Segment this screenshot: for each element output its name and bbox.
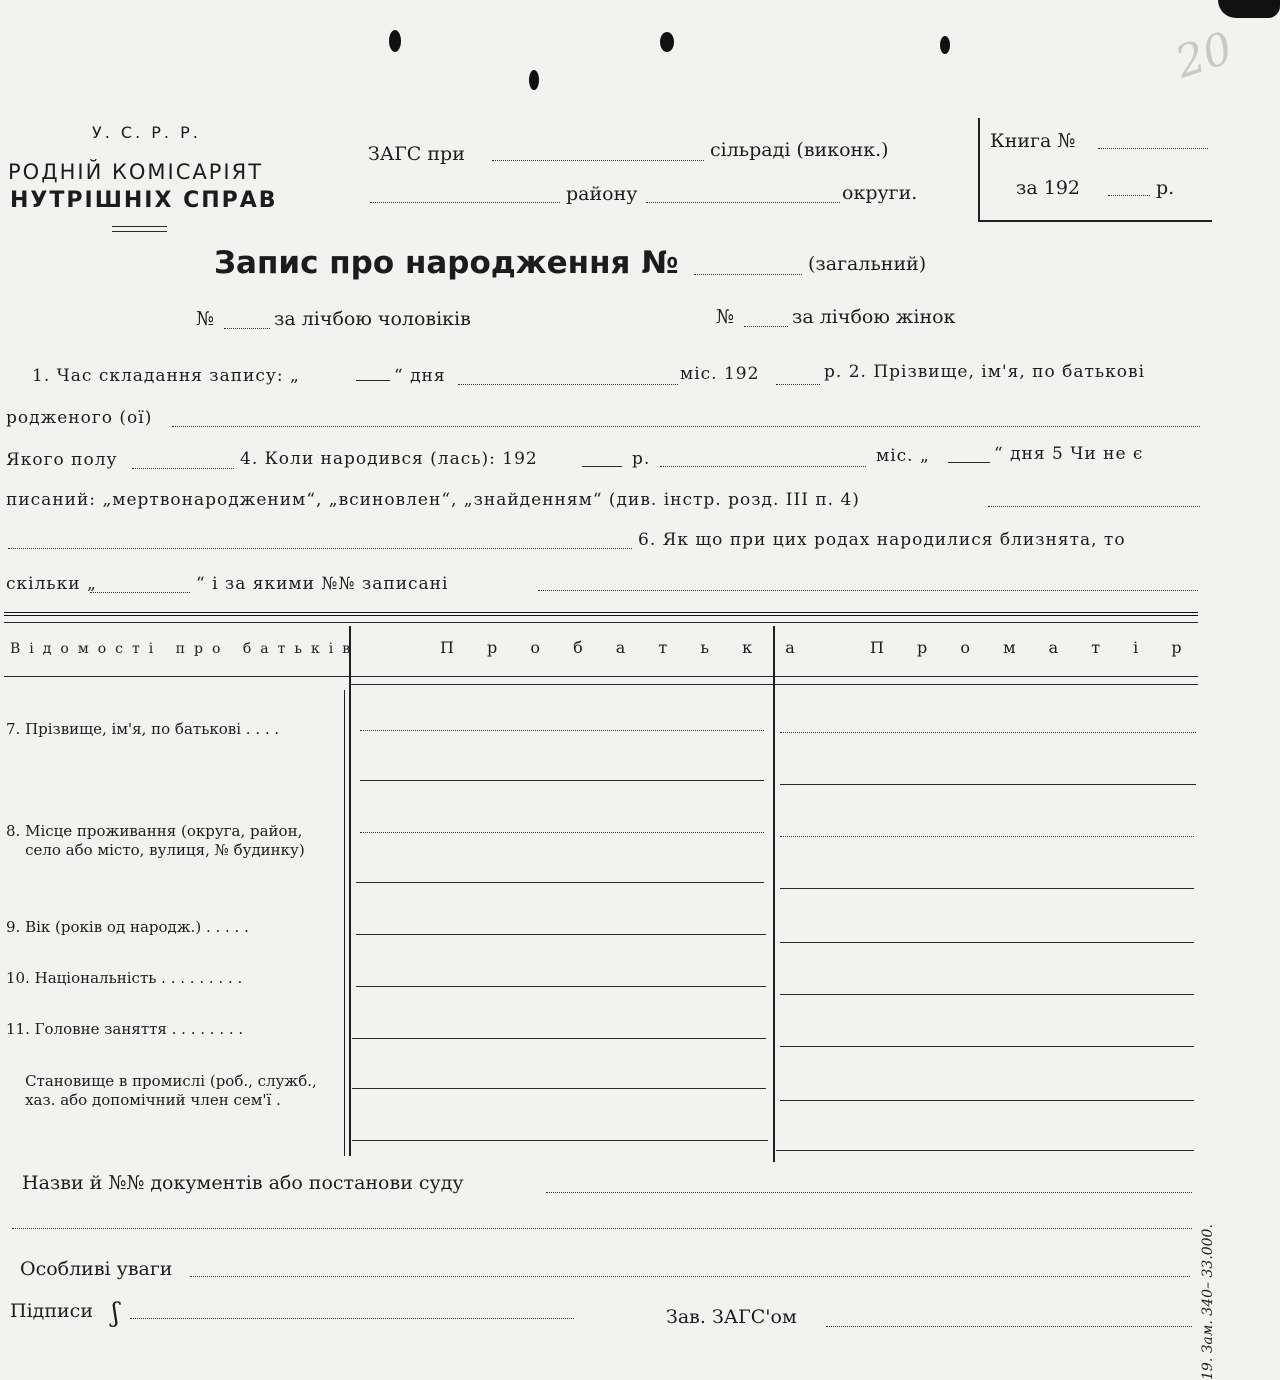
remarks-label: Особливі уваги	[20, 1258, 173, 1280]
district-label: району	[566, 183, 638, 205]
head-label: Зав. ЗАГС'ом	[666, 1306, 797, 1328]
father-name-field-2[interactable]	[360, 780, 764, 781]
district-field[interactable]	[370, 202, 560, 203]
item-4-year-suffix: р.	[632, 449, 651, 469]
item-6-count-field[interactable]	[90, 592, 190, 593]
item-6-records-field[interactable]	[538, 590, 1198, 591]
item-6-label: 6. Як що при цих родах народилися близнята, то	[638, 530, 1126, 550]
signature-mark-icon: ʃ	[112, 1298, 120, 1328]
father-nationality-field[interactable]	[356, 986, 766, 987]
documents-field[interactable]	[546, 1192, 1192, 1193]
item-5-field-cont[interactable]	[8, 548, 632, 549]
father-occupation-field[interactable]	[352, 1038, 766, 1039]
table-top-rule	[4, 612, 1198, 616]
item-6-cont: скільки „	[6, 574, 97, 594]
book-number-field[interactable]	[1098, 148, 1208, 149]
okruha-label: округи.	[842, 182, 918, 204]
divider	[112, 231, 167, 232]
table-header-mother: П р о м а т і р	[870, 638, 1196, 657]
documents-field-2[interactable]	[12, 1228, 1192, 1229]
commissariat-line-2: НУТРІШНІХ СПРАВ	[10, 188, 278, 213]
handwritten-number: 20	[1169, 22, 1239, 89]
father-position-field-2[interactable]	[352, 1140, 768, 1141]
father-position-field[interactable]	[352, 1088, 766, 1089]
signatures-field[interactable]	[130, 1318, 574, 1319]
item-4-month: міс. „	[876, 446, 930, 466]
punch-hole	[940, 36, 950, 54]
table-header-col1: Відомості про батьків	[10, 641, 360, 657]
father-residence-field-2[interactable]	[356, 882, 764, 883]
row-label-name: 7. Прізвище, ім'я, по батькові . . . .	[6, 720, 280, 738]
book-year-suffix: р.	[1156, 177, 1175, 199]
father-residence-field[interactable]	[360, 832, 764, 833]
zags-council-label: сільраді (виконк.)	[710, 139, 889, 161]
item-4-day-field[interactable]	[948, 462, 990, 463]
item-5-label: “ дня 5 Чи не є	[994, 444, 1144, 464]
mother-nationality-field[interactable]	[780, 994, 1194, 995]
signatures-label: Підписи	[10, 1300, 93, 1322]
item-1-year-field[interactable]	[776, 384, 820, 385]
men-count-field[interactable]	[224, 328, 270, 329]
punch-hole	[529, 70, 539, 90]
table-divider-1b	[344, 690, 345, 1156]
item-6-records: “ і за якими №№ записані	[196, 574, 449, 594]
women-count-no: №	[716, 306, 734, 328]
item-2-cont: роджeного (ої)	[6, 408, 153, 428]
item-3-sex-field[interactable]	[132, 468, 234, 469]
zags-prefix: ЗАГС при	[368, 143, 465, 165]
item-4-label: 4. Коли народився (лась): 192	[240, 449, 538, 469]
record-title: Запис про народження №	[214, 245, 679, 281]
record-title-note: (загальний)	[808, 253, 927, 275]
mother-name-field[interactable]	[780, 732, 1196, 733]
remarks-field[interactable]	[190, 1276, 1190, 1277]
record-number-field[interactable]	[694, 274, 802, 275]
torn-corner	[1218, 0, 1280, 18]
book-year-field[interactable]	[1108, 195, 1150, 196]
table-divider-1	[349, 626, 351, 1156]
row-label-occupation: 11. Головне заняття . . . . . . . .	[6, 1020, 244, 1038]
women-count-field[interactable]	[744, 326, 788, 327]
item-3-label: Якого полу	[6, 450, 118, 470]
men-count-label: за лічбою чоловіків	[274, 308, 471, 330]
row-label-age: 9. Вік (років од народж.) . . . . .	[6, 918, 249, 936]
punch-hole	[660, 32, 674, 52]
item-4-year-field[interactable]	[582, 466, 622, 467]
okruha-field[interactable]	[646, 202, 840, 203]
item-1-month-field[interactable]	[458, 384, 678, 385]
mother-age-field[interactable]	[780, 942, 1194, 943]
mother-position-field-2[interactable]	[776, 1150, 1194, 1151]
item-5-cont: писаний: „мертвонародженим“, „всиновлен“, „знайденням“ (див. інстр. розд. III п. 4)	[6, 490, 860, 510]
divider	[112, 226, 167, 227]
item-5-field[interactable]	[988, 506, 1200, 507]
table-header-rule	[4, 676, 1198, 677]
item-4-month-field[interactable]	[660, 466, 866, 467]
item-1-day: “ дня	[394, 366, 446, 386]
row-label-position: Становище в промислі (роб., служб., хаз. або допомічний член сем'ї .	[25, 1072, 317, 1109]
row-label-nationality: 10. Національність . . . . . . . . .	[6, 969, 243, 987]
father-name-field[interactable]	[360, 730, 764, 731]
table-divider-2	[773, 626, 775, 1162]
item-1-quote-field[interactable]	[356, 380, 390, 381]
item-1-label: 1. Час складання запису: „	[32, 366, 300, 386]
item-1-month: міс. 192	[680, 364, 760, 384]
item-2-label: р. 2. Прізвище, ім'я, по батькові	[824, 362, 1146, 382]
print-note: 19. Зам. 340– 33.000.	[1200, 1224, 1216, 1380]
mother-position-field[interactable]	[780, 1100, 1194, 1101]
punch-hole	[389, 30, 401, 52]
mother-occupation-field[interactable]	[780, 1046, 1194, 1047]
table-header-father: П р о б а т ь к а	[440, 638, 809, 657]
republic-label: У. С. Р. Р.	[92, 123, 201, 142]
head-signature-field[interactable]	[826, 1326, 1192, 1327]
women-count-label: за лічбою жінок	[792, 306, 956, 328]
book-year-prefix: за 192	[1016, 177, 1080, 199]
row-label-residence: 8. Місце проживання (округа, район, село або місто, вулиця, № будинку)	[6, 822, 305, 859]
mother-name-field-2[interactable]	[780, 784, 1196, 785]
zags-council-field[interactable]	[492, 160, 704, 161]
men-count-no: №	[196, 308, 214, 330]
book-label: Книга №	[990, 130, 1076, 152]
mother-residence-field-2[interactable]	[780, 888, 1194, 889]
documents-label: Назви й №№ документів або постанови суду	[22, 1172, 464, 1194]
mother-residence-field[interactable]	[780, 836, 1194, 837]
table-top-rule-2	[4, 622, 1198, 623]
item-2-name-field[interactable]	[172, 426, 1200, 427]
father-age-field[interactable]	[356, 934, 766, 935]
commissariat-line-1: РОДНІЙ КОМІСАРІЯТ	[8, 160, 264, 184]
